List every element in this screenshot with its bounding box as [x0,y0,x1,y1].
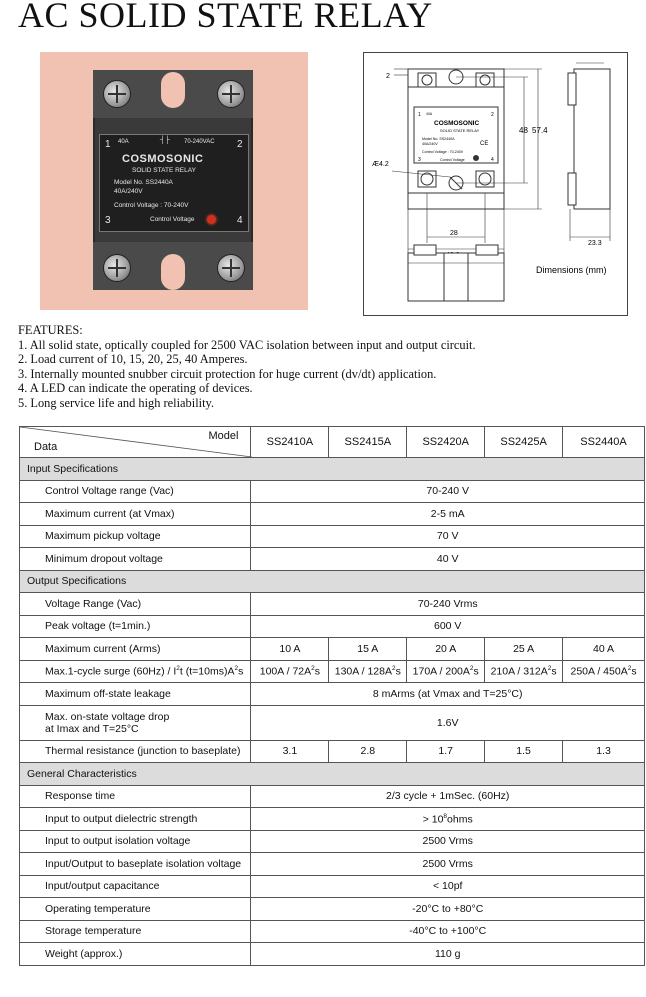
header-model-label: Model [208,430,239,442]
svg-text:Control Voltage: Control Voltage [440,158,465,162]
page-title: AC SOLID STATE RELAY [18,0,433,35]
table-row: Voltage Range (Vac) 70-240 Vrms [20,593,645,616]
relay-faceplate: 1 40A ┤├ 70-240VAC 2 COSMOSONIC SOLID STATE RELAY Model No. SS2440A 40A/240V Control Voltage : 70-240V 3 Control Voltage 4 [99,134,249,232]
relay-photo [40,52,308,310]
model-header: SS2415A [329,427,407,458]
table-row: Input/Output to baseplate isolation voltage 2500 Vrms [20,853,645,876]
dimension-diagram [363,52,628,316]
model-header: SS2425A [485,427,563,458]
table-row: Max. on-state voltage drop at Imax and T=25°C 1.6V [20,705,645,740]
section-row-output: Output Specifications [20,570,645,593]
svg-text:1: 1 [418,112,421,118]
table-header-row [20,427,645,458]
feature-item: 1. All solid state, optically coupled for 2500 VAC isolation between input and output circuit. [18,337,476,352]
table-row: Maximum current (at Vmax) 2-5 mA [20,503,645,526]
svg-text:28: 28 [450,230,458,237]
svg-text:2: 2 [491,112,494,118]
mount-hole-bottom [161,254,185,290]
relay-body [93,70,253,290]
feature-item: 4. A LED can indicate the operating of devices. [18,381,253,396]
svg-text:57.4: 57.4 [532,126,548,135]
feature-item: 3. Internally mounted snubber circuit protection for huge current (dv/dt) application. [18,366,437,381]
svg-text:23.3: 23.3 [588,240,602,247]
svg-text:SOLID STATE RELAY: SOLID STATE RELAY [440,128,480,133]
svg-text:40A: 40A [426,112,433,116]
features-section [18,323,476,411]
feature-item: 2. Load current of 10, 15, 20, 25, 40 Amperes. [18,352,248,367]
screw-terminal-1-icon [103,80,131,108]
screw-terminal-2-icon [217,80,245,108]
section-row-input: Input Specifications [20,458,645,481]
header-model-data-cell [20,427,251,458]
svg-text:COSMOSONIC: COSMOSONIC [434,120,480,127]
svg-text:Control Voltage : 70-240V: Control Voltage : 70-240V [422,150,464,154]
table-row: Operating temperature -20°C to +80°C [20,898,645,921]
table-row: Input to output dielectric strength > $10^8ohms$ [20,808,645,831]
svg-text:2: 2 [386,73,390,80]
table-row: Input/output capacitance < 10pf [20,875,645,898]
header-data-label: Data [34,441,58,453]
table-row: Minimum dropout voltage 40 V [20,548,645,571]
svg-text:Model No. SS2440A: Model No. SS2440A [422,137,455,141]
table-row: Maximum current (Arms) 10 A 15 A 20 A 25 A 40 A [20,638,645,661]
table-row: Max.1-cycle surge $(60Hz) / I^2t$ $(t=10ms)A^2s$ $100A / 72A^2s$ $130A / 128A^2s$ $170A / 200A^2s$ $210A / 312A^2s$ $250A / 450A^2s$ [20,660,645,683]
screw-terminal-3-icon [103,254,131,282]
table-row: Maximum pickup voltage 70 V [20,525,645,548]
table-row: Thermal resistance (junction to baseplate) 3.1 2.8 1.7 1.5 1.3 [20,740,645,763]
svg-text:48: 48 [519,126,528,135]
svg-text:Æ4.2: Æ4.2 [372,161,389,168]
table-row: Peak voltage (t=1min.) 600 V [20,615,645,638]
dimension-drawing [364,53,627,315]
svg-text:Dimensions (mm): Dimensions (mm) [536,265,607,275]
model-header: SS2440A [563,427,645,458]
svg-text:CE: CE [480,141,489,147]
brand-label: COSMOSONIC [122,153,204,165]
svg-text:4: 4 [491,157,494,163]
svg-text:40A/240V: 40A/240V [422,142,438,146]
mount-hole-top [161,72,185,108]
surge-label: Max.1-cycle surge $(60Hz) / I^2t$ $(t=10ms)A^2s$ [20,660,251,683]
led-indicator-icon [207,215,216,224]
table-row: Response time 2/3 cycle + 1mSec. (60Hz) [20,785,645,808]
model-header: SS2410A [251,427,329,458]
table-row: Control Voltage range (Vac) 70-240 V [20,480,645,503]
screw-terminal-4-icon [217,254,245,282]
spec-table [19,426,645,966]
features-heading: FEATURES: [18,323,83,337]
table-row: Weight (approx.) 110 g [20,943,645,966]
table-row: Maximum off-state leakage 8 mArms (at Vmax and T=25°C) [20,683,645,706]
svg-text:3: 3 [418,157,421,163]
table-row: Storage temperature -40°C to +100°C [20,920,645,943]
table-row: Input to output isolation voltage 2500 Vrms [20,830,645,853]
section-row-general: General Characteristics [20,763,645,786]
feature-item: 5. Long service life and high reliability. [18,395,215,410]
model-header: SS2420A [407,427,485,458]
